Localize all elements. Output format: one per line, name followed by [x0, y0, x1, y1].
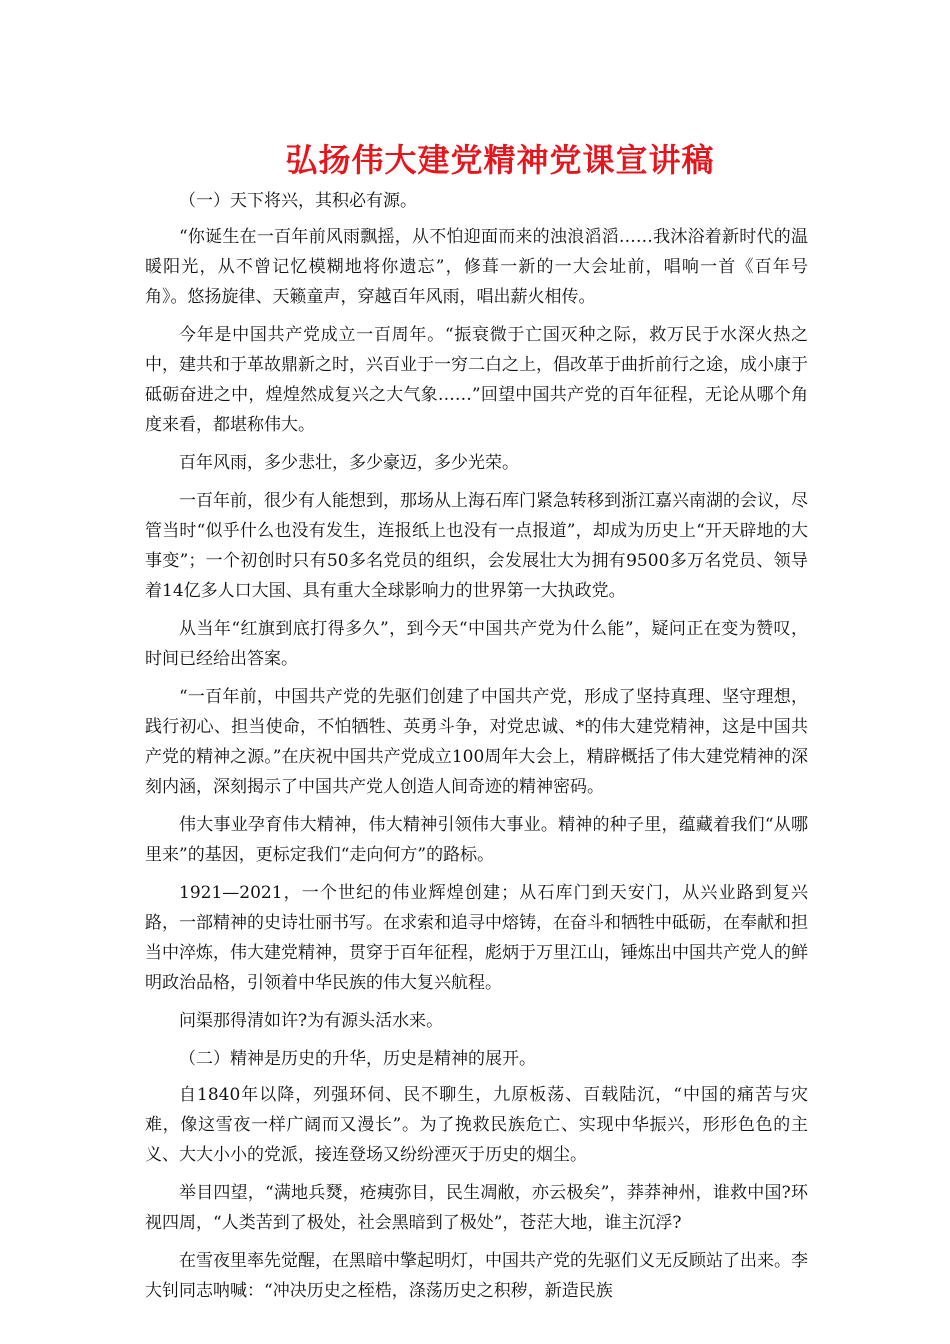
paragraph: 今年是中国共产党成立一百周年。“振衰微于亡国灭种之际，救万民于水深火热之中，建共和于革故鼎新之时，兴百业于一穷二白之上，倡改革于曲折前行之途，成小康于砥砺奋进之中，煌煌然成复兴之大气象……”回望中国共产党的百年征程，无论从哪个角度来看，都堪称伟大。	[145, 325, 808, 435]
paragraph: 举目四望，“满地兵燹，疮痍弥目，民生凋敝，亦云极矣”，莽莽神州，谁救中国?环视四周，“人类苦到了极处，社会黑暗到了极处”，苍茫大地，谁主沉浮?	[145, 1183, 808, 1233]
paragraph: 百年风雨，多少悲壮，多少豪迈，多少光荣。	[179, 453, 519, 473]
paragraph: “你诞生在一百年前风雨飘摇，从不怕迎面而来的浊浪滔滔……我沐浴着新时代的温暖阳光，从不曾记忆模糊地将你遗忘”，修葺一新的一大会址前，唱响一首《百年号角》。悠扬旋律、天籁童声，穿越百年风雨，唱出薪火相传。	[145, 227, 808, 307]
paragraph: 1921—2021，一个世纪的伟业辉煌创建；从石库门到天安门，从兴业路到复兴路，一部精神的史诗壮丽书写。在求索和追寻中熔铸，在奋斗和牺牲中砥砺，在奉献和担当中淬炼，伟大建党精神，贯穿于百年征程，彪炳于万里江山，锤炼出中国共产党人的鲜明政治品格，引领着中华民族的伟大复兴航程。	[145, 883, 808, 993]
document-body	[145, 186, 808, 1314]
document-title: 弘扬伟大建党精神党课宣讲稿	[285, 141, 715, 179]
paragraph: 伟大事业孕育伟大精神，伟大精神引领伟大事业。精神的种子里，蕴藏着我们“从哪里来”的基因，更标定我们“走向何方”的路标。	[145, 815, 808, 865]
section-heading-1: （一）天下将兴，其积必有源。	[179, 191, 417, 211]
paragraph: 一百年前，很少有人能想到，那场从上海石库门紧急转移到浙江嘉兴南湖的会议，尽管当时“似乎什么也没有发生，连报纸上也没有一点报道”，却成为历史上“开天辟地的大事变”；一个初创时只有50多名党员的组织，会发展壮大为拥有9500多万名党员、领导着14亿多人口大国、具有重大全球影响力的世界第一大执政党。	[145, 491, 808, 601]
paragraph: 从当年“红旗到底打得多久”，到今天“中国共产党为什么能”，疑问正在变为赞叹，时间已经给出答案。	[145, 619, 808, 669]
paragraph: 自1840年以降，列强环伺、民不聊生，九原板荡、百载陆沉，“中国的痛苦与灾难，像这雪夜一样广阔而又漫长”。为了挽救民族危亡、实现中华振兴，形形色色的主义、大大小小的党派，接连登场又纷纷湮灭于历史的烟尘。	[145, 1085, 808, 1165]
paragraph: 在雪夜里率先觉醒，在黑暗中擎起明灯，中国共产党的先驱们义无反顾站了出来。李大钊同志呐喊：“冲决历史之桎梏，涤荡历史之积秽，新造民族	[145, 1251, 808, 1301]
paragraph: 问渠那得清如许?为有源头活水来。	[179, 1011, 444, 1031]
section-heading-2: （二）精神是历史的升华，历史是精神的展开。	[179, 1049, 536, 1069]
paragraph: “一百年前，中国共产党的先驱们创建了中国共产党，形成了坚持真理、坚守理想，践行初心、担当使命，不怕牺牲、英勇斗争，对党忠诚、*的伟大建党精神，这是中国共产党的精神之源。”在庆祝中国共产党成立100周年大会上，精辟概括了伟大建党精神的深刻内涵，深刻揭示了中国共产党人创造人间奇迹的精神密码。	[145, 687, 808, 797]
